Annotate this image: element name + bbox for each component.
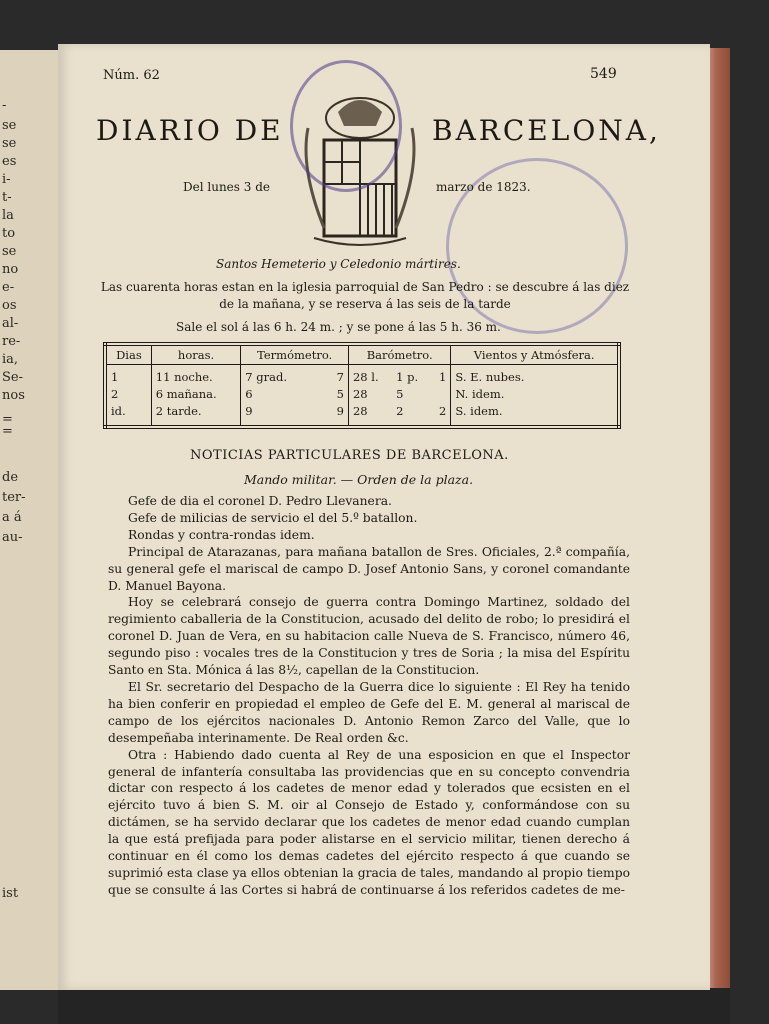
date-right: marzo de 1823. [436,180,531,194]
masthead-right: BARCELONA, [432,114,661,147]
cell-hora: 11 noche. [151,365,241,387]
left-fragment: de [2,470,19,485]
cell-viento: S. idem. [455,404,503,418]
section-title: NOTICIAS PARTICULARES DE BARCELONA. [190,448,509,463]
paragraph: Gefe de milicias de servicio el del 5.º batallon. [128,510,418,525]
left-fragment: Se- [2,370,23,385]
cell-baro [431,386,451,403]
library-stamp-top [290,60,402,192]
weather-table [103,342,621,429]
col-vientos: Vientos y Atmósfera. [451,344,619,365]
cell-baro: 2 [396,404,404,418]
paragraph: Gefe de dia el coronel D. Pedro Llevanera. [128,494,392,508]
left-page-edge [0,50,60,990]
cell-baro: 28 [352,387,368,401]
cell-hora: 2 tarde. [151,403,241,427]
paragraph: Rondas y contra-rondas idem. [128,527,315,542]
paragraph: Principal de Atarazanas, para mañana batallon de Sres. Oficiales, 2.ª compañía, su general gefe el mariscal de campo D. Josef Antonio Sans, y coronel comandante D. Manuel Bayona. [108,544,630,593]
left-fragment: - [2,98,7,113]
cell-dia: id. [105,403,151,427]
page-number: 549 [590,66,617,82]
paragraph: Otra : Habiendo dado cuenta al Rey de una esposicion en que el Inspector general de infantería consultaba las providencias que en su concepto convendria dictar con respecto á los cadetes de menor edad y tolerados que ecsisten en el ejército tuvo á bien S. M. oir al Consejo de Estado y, conformándose con su dictámen, se ha servido declarar que los cadetes de menor edad cuando cumplan la que está prefijada para poder alistarse en el servicio militar, tienen derecho á continuar en él como los demas cadetes del ejército respecto á que cuando se suprimió esta clase ya ellos obtenian la gracia de tales, mandando al propio tiempo que se consulte á las Cortes si habrá de continuarse á los referidos cadetes de me- [108,747,630,897]
cell-dia: 2 [105,386,151,403]
masthead-left: DIARIO DE [96,114,284,147]
left-fragment: se [2,244,17,259]
cell-baro: 28 [352,404,368,418]
weather-table-header [105,344,619,365]
table-row [105,386,619,403]
cell-termo: 9 [245,404,253,418]
sunrise-sunset: Sale el sol á las 6 h. 24 m. ; y se pone á las 5 h. 36 m. [176,320,501,334]
left-fragment: e- [2,280,15,295]
cell-hora: 6 mañana. [151,386,241,403]
left-fragment: al- [2,316,19,331]
table-row [105,365,619,387]
saints-of-day: Santos Hemeterio y Celedonio mártires. [216,257,461,271]
left-fragment: se [2,118,17,133]
col-termometro: Termómetro. [241,344,349,365]
left-fragment: es [2,154,17,169]
cell-baro: 1 [431,365,451,387]
left-fragment: re- [2,334,21,349]
left-fragment: se [2,136,17,151]
cell-termo: 7 [323,365,349,387]
issue-number: Núm. 62 [103,68,160,83]
left-fragment: os [2,298,17,313]
cell-termo: 9 [323,403,349,427]
cell-viento: N. idem. [455,387,505,401]
left-fragment: no [2,262,19,277]
paragraph: El Sr. secretario del Despacho de la Guerra dice lo siguiente : El Rey ha tenido ha bien conferir en propiedad el empleo de Gefe del E. M. general al mariscal de campo de los ejércitos nacionales D. Antonio Remon Zarco del Valle, que lo desempeñaba interinamente. De Real orden &c. [108,679,630,745]
left-fragment: to [2,226,16,241]
left-fragment: nos [2,388,25,403]
table-row [105,403,619,427]
col-barometro: Barómetro. [348,344,450,365]
subsection-title: Mando militar. — Orden de la plaza. [244,472,474,487]
left-fragment: t- [2,190,12,205]
left-fragment: la [2,208,14,223]
date-left: Del lunes 3 de [183,180,270,194]
left-fragment: = [2,412,13,427]
cell-viento: S. E. nubes. [455,370,525,384]
left-fragment: a á [2,510,22,525]
cell-baro: 5 [396,387,404,401]
col-dias: Dias [105,344,151,365]
cell-dia: 1 [105,365,151,387]
cell-baro: 2 [431,403,451,427]
left-fragment: i- [2,172,11,187]
background-band [58,988,730,1024]
left-fragment: ist [2,886,19,901]
cell-baro: 1 p. [396,370,419,384]
paragraph: Hoy se celebrará consejo de guerra contra Domingo Martinez, soldado del regimiento caballeria de la Constitucion, acusado del delito de robo; lo presidirá el coronel D. Juan de Vera, en su habitacion calle Nueva de S. Francisco, número 46, segundo piso : vocales tres de la Constitucion y tres de Soria ; la misa del Espíritu Santo en Sta. Mónica á las 8½, capellan de la Constitucion. [108,595,630,678]
cell-termo: 6 [245,387,253,401]
col-horas: horas. [151,344,241,365]
cell-baro: 28 l. [352,370,379,384]
forty-hours-notice: Las cuarenta horas estan en la iglesia parroquial de San Pedro : se descubre á las diez de la mañana, y se reserva á las seis de la tarde [100,280,630,311]
left-fragment: = [2,424,13,439]
cell-termo: 7 grad. [245,370,288,384]
left-fragment: ter- [2,490,26,505]
article-body [108,493,630,899]
left-fragment: au- [2,530,23,545]
cell-termo: 5 [323,386,349,403]
left-fragment: ia, [2,352,19,367]
